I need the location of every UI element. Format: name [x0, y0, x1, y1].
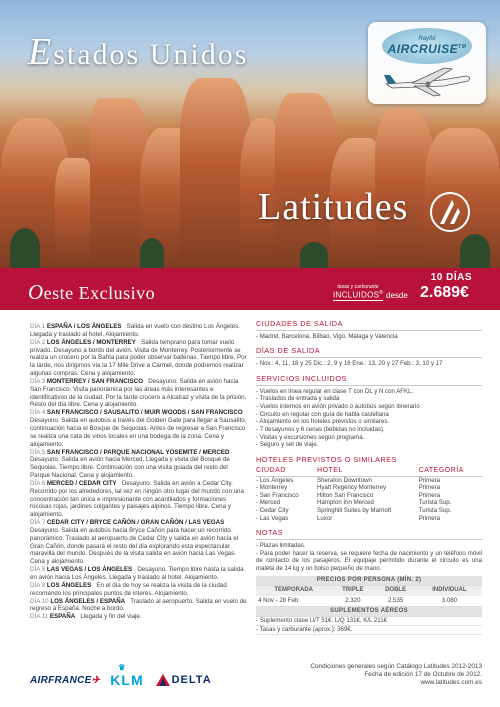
- day-title: CEDAR CITY / BRYCE CAÑÓN / GRAN CAÑÓN / LAS VEGAS: [46, 519, 225, 527]
- day-title: MONTERREY / SAN FRANCISCO: [46, 377, 144, 385]
- itinerary-day: [30, 378, 248, 409]
- section-title: SERVICIOS INCLUIDOS: [256, 375, 482, 386]
- footer-note: Condiciones generales según Catálogo Latitudes 2012-2013 Fecha de edición 17 de Octubre de 2012. www.latitudes.com.es: [310, 663, 482, 687]
- day-label: DÍA 11: [30, 613, 49, 621]
- day-title: SAN FRANCISCO / PARQUE NACIONAL YOSEMITE / MERCED: [46, 448, 230, 456]
- itinerary-day: [30, 409, 248, 448]
- ciudades-section: [256, 320, 482, 340]
- hotels-table: [256, 466, 482, 522]
- day-text: Desayuno. Salida en avión hacia Merced. Llegada y visita del Bosque de Sequoias. Tiempo libre. Continuación con una visita guiada del resto del Parque Nacional. Cena y alojamiento.: [30, 456, 230, 480]
- table-row: - Cedar City Springhill Suites by Marriott Turista Sup.: [256, 506, 452, 514]
- itinerary-day: [30, 449, 248, 480]
- ciudades-text: - Madrid, Barcelona, Bilbao, Vigo, Málaga y Valencia: [256, 332, 398, 340]
- desde-label: desde: [386, 291, 408, 300]
- airplane-icon: [382, 62, 474, 100]
- section-title: HOTELES PREVISTOS O SIMILARES: [256, 455, 397, 465]
- day-title: LAS VEGAS / LOS ÁNGELES: [46, 566, 133, 574]
- airline-logos: [30, 663, 212, 688]
- list-item: - Alojamiento en los hoteles previstos o similares.: [256, 418, 390, 426]
- incluidos-label: INCLUIDOS®: [333, 290, 384, 300]
- airfrance-logo: AIRFRANCE✈: [30, 674, 101, 686]
- page-title: Estados Unidos: [28, 31, 249, 73]
- day-title: MERCED / CEDAR CITY: [46, 479, 117, 487]
- day-text: Desayuno. Tiempo libre hasta la salida en avión hacia Los Ángeles. Llegada y traslado al hotel. Alojamiento.: [30, 566, 244, 581]
- day-label: DÍA 8: [30, 566, 46, 574]
- info-column: [256, 320, 482, 642]
- day-title: LOS ÁNGELES / ESPAÑA: [50, 597, 126, 605]
- offer-band: [0, 268, 500, 310]
- list-item: - Para poder hacer la reserva, se requiere fecha de nacimiento y un teléfono móvil de contacto de los pasajeros. El equipaje permitido durante el circuito es una maleta de 14 kg y un bolso pequeño de mano.: [256, 549, 482, 572]
- supplements-caption: SUPLEMENTOS AÉREOS: [256, 606, 482, 617]
- day-text: Llegada y fin del viaje.: [80, 613, 142, 621]
- website-link[interactable]: www.latitudes.com.es: [420, 679, 482, 687]
- day-title: ESPAÑA: [49, 613, 76, 621]
- list-item: - Suplemento clase U/T 51€, L/Q 131€, K/L 211€: [256, 617, 482, 626]
- hero-image: [0, 0, 500, 268]
- itinerary-day: [30, 339, 248, 378]
- day-label: DÍA 6: [30, 479, 46, 487]
- table-header: DOBLE: [374, 586, 416, 596]
- delta-widget-icon: [156, 674, 170, 686]
- itinerary-day: [30, 598, 248, 614]
- day-text: Desayuno. Salida en autobús a través del Golden Gate para llegar a Sausalito, continuación hacia el Bosque de Sequoias. Antes de regresar a San Francisco se realiza una cata de vinos locales en una bodega de la zona. Cena y alojamiento.: [30, 417, 247, 448]
- day-label: DÍA 10: [30, 597, 49, 605]
- latitudes-logo: Latitudes: [258, 186, 409, 228]
- day-label: DÍA 3: [30, 377, 46, 385]
- tasas-label: tasas y carburante: [337, 284, 379, 290]
- klm-logo: ♛ KLM: [110, 663, 144, 688]
- itinerary-day: [30, 323, 248, 339]
- table-row: - Monterrey Hyatt Regency Monterrey Primera: [256, 484, 441, 492]
- table-row: - Las Vegas Luxor Primera: [256, 514, 441, 522]
- table-row: - Los Ángeles Sheraton Downtown Primera: [256, 476, 441, 484]
- itinerary-day: [30, 613, 248, 621]
- day-label: DÍA 2: [30, 338, 46, 346]
- table-row: - Merced Hampton Inn Merced Turista Sup.: [256, 499, 452, 507]
- dias-section: [256, 347, 482, 367]
- list-item: - Vuelos internos en avión privado o autobús según itinerario: [256, 402, 420, 410]
- list-item: - Vuelos en línea regular en clase T con DL y N con AFKL.: [256, 387, 414, 395]
- itinerary-day: [30, 582, 248, 598]
- day-label: DÍA 4: [30, 409, 46, 417]
- list-item: - Tasas y carburante (aprox.): 369€.: [256, 626, 482, 635]
- day-title: LOS ÁNGELES: [46, 581, 92, 589]
- notas-section: [256, 529, 482, 635]
- list-item: - Seguro y set de viaje.: [256, 441, 319, 449]
- table-header: CATEGORÍA: [419, 466, 482, 476]
- day-label: DÍA 5: [30, 448, 46, 456]
- itinerary-day: [30, 519, 248, 566]
- day-title: ESPAÑA / LOS ÁNGELES: [46, 323, 122, 330]
- aircruise-badge: Rayñé AIRCRUISE™: [368, 22, 486, 104]
- day-text: Traslado al aeropuerto. Salida en vuelo de regreso a España. Noche a bordo.: [30, 597, 247, 613]
- section-title: NOTAS: [256, 529, 482, 540]
- tour-name: Oeste Exclusivo: [28, 280, 156, 304]
- section-title: DÍAS DE SALIDA: [256, 347, 482, 358]
- table-header: TRIPLE: [331, 586, 374, 596]
- day-text: Desayuno. Salida en avión a Cedar City. Recorrido por los alrededores, tal vez en ningún otro lugar del mundo con una concentración tan única e impresionante con acantilados y formaciones rocosas rojas, jardines colgantes y paisajes alpinos. Tiempo libre. Cena y alojamiento.: [30, 479, 244, 519]
- itinerary-day: [30, 566, 248, 582]
- day-label: DÍA 9: [30, 581, 46, 589]
- day-text: Salida temprano para tomar vuelo privado. Desayuno a bordo del avión. Visita de Monterrey. Posteriormente se realiza un crucero por la Bahía para poder observar ballenas. Tiempo libre. Por la tarde, nos dirigimos vía la 17 Mile Drive a Carmel, donde podremos realizar algunas compras. Cena y alojamiento.: [30, 338, 247, 378]
- itinerary: [30, 323, 248, 621]
- crown-icon: ♛: [118, 663, 127, 672]
- hoteles-section: [256, 456, 482, 522]
- day-text: En el día de hoy se realiza la visita de la ciudad recorriendo los principales puntos de interés. Alojamiento.: [30, 581, 227, 597]
- prices-caption: PRECIOS POR PERSONA (MÍN. 2): [256, 576, 482, 586]
- day-label: DÍA 7: [30, 519, 46, 527]
- day-label: DÍA 1: [30, 323, 46, 330]
- table-header: CIUDAD: [256, 466, 317, 476]
- list-item: - Plazas limitadas.: [256, 541, 306, 549]
- day-title: LOS ÁNGELES / MONTERREY: [46, 338, 136, 346]
- dias-text: - Nov.: 4, 11, 18 y 25 Dic.: 2, 9 y 16 Ene.: 13, 20 y 27 Feb.: 3, 10 y 17: [256, 360, 443, 368]
- latitudes-logo-icon: [428, 190, 472, 234]
- list-item: - Traslados de entrada y salida: [256, 395, 340, 403]
- table-header: TEMPORADA: [256, 586, 331, 596]
- itinerary-day: [30, 480, 248, 519]
- day-title: SAN FRANCISCO / SAUSALITO / MUIR WOODS / SAN FRANCISCO: [46, 409, 243, 417]
- table-row: - San Francisco Hilton San Francisco Primera: [256, 491, 441, 499]
- delta-logo: DELTA: [156, 674, 212, 686]
- day-text: Desayuno. Salida en autobús hacia Bryce Cañón para hacer un recorrido panorámico. Traslado al aeropuerto de Cedar City y salida en avión hacia el Gran Cañón, donde pasará el resto del día explorando esta espectacular maravilla del mundo. Después de la visita salida en avión hacia Las Vegas. Cena y alojamiento.: [30, 526, 239, 566]
- table-header: HOTEL: [317, 466, 419, 476]
- tour-duration: 10 DÍAS: [430, 272, 472, 283]
- table-header: INDIVIDUAL: [417, 586, 482, 596]
- servicios-section: [256, 375, 482, 449]
- list-item: - Visitas y excursiones según programa.: [256, 433, 365, 441]
- section-title: CIUDADES DE SALIDA: [256, 320, 482, 331]
- prices-table: [256, 576, 482, 618]
- list-item: - 7 desayunos y 6 cenas (bebidas no incluidas).: [256, 426, 385, 434]
- day-text: Salida en vuelo con destino Los Ángeles. Llegada y traslado al hotel. Alojamiento.: [30, 323, 240, 338]
- table-row: 4 Nov - 28 Feb 2.320 2.535 3.080: [256, 596, 482, 606]
- list-item: - Circuito en regular con guía de habla castellana: [256, 410, 389, 418]
- day-text: Desayuno. Salida en avión hacia San Francisco. Visita panorámica por las áreas más interesantes e identificativos de la ciudad. Por la tarde crucero a Alcatraz y visita de la prisión. Resto del día libre. Cena y alojamiento.: [30, 377, 247, 409]
- price: 2.689€: [420, 284, 469, 301]
